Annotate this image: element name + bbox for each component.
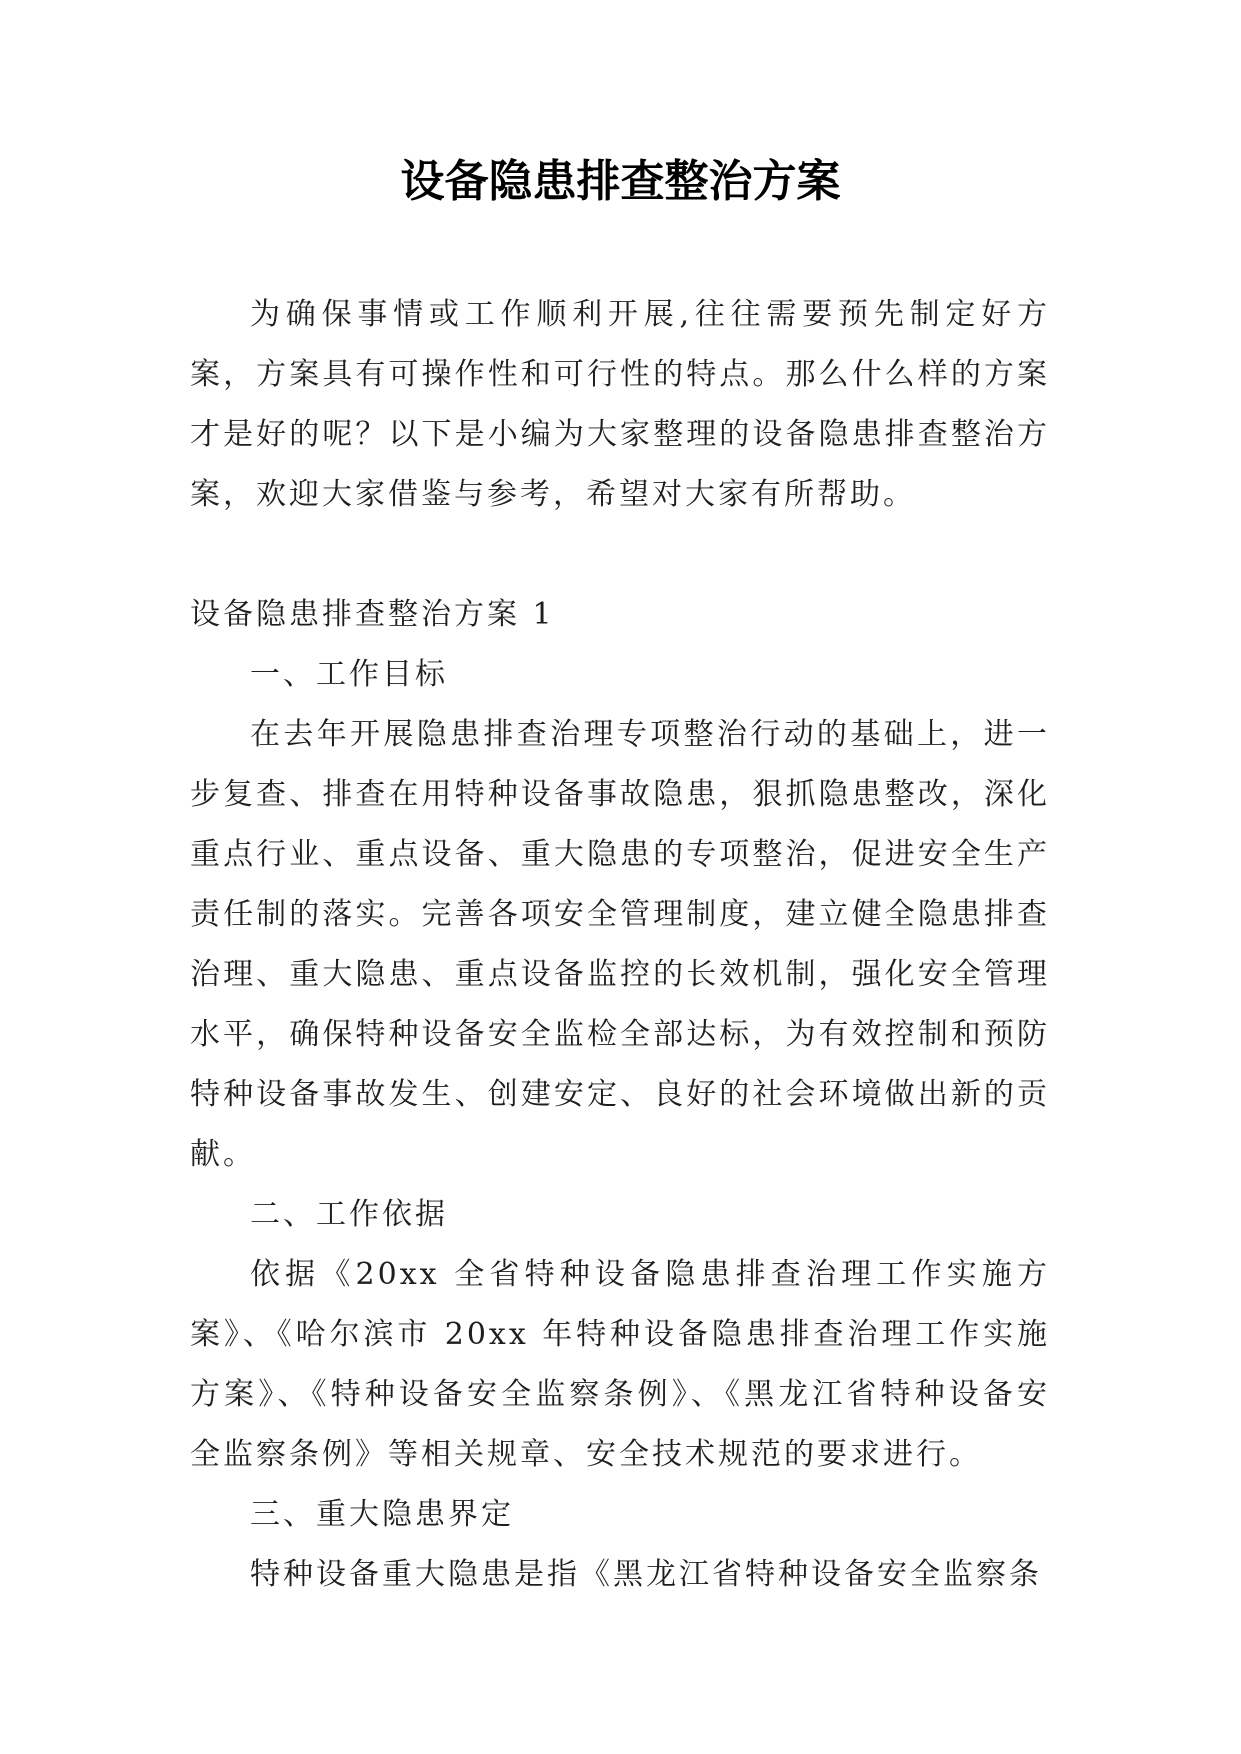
paragraph-work-basis: 依据《20xx 全省特种设备隐患排查治理工作实施方案》、《哈尔滨市 20xx 年特种设备隐患排查治理工作实施方案》、《特种设备安全监察条例》、《黑龙江省特种设备安全监察条例》等相关规章、安全技术规范的要求进行。	[190, 1257, 1050, 1472]
heading-major-hazard-definition: 三、重大隐患界定	[250, 1497, 514, 1532]
section-title: 设备隐患排查整治方案 1	[190, 597, 555, 632]
paragraph-work-goal: 在去年开展隐患排查治理专项整治行动的基础上，进一步复查、排查在用特种设备事故隐患，狠抓隐患整改，深化重点行业、重点设备、重大隐患的专项整治，促进安全生产责任制的落实。完善各项安全管理制度，建立健全隐患排查治理、重大隐患、重点设备监控的长效机制，强化安全管理水平，确保特种设备安全监检全部达标，为有效控制和预防特种设备事故发生、创建安定、良好的社会环境做出新的贡献。	[190, 717, 1050, 1172]
paragraph-major-hazard-definition: 特种设备重大隐患是指《黑龙江省特种设备安全监察条	[250, 1557, 1042, 1592]
heading-work-basis: 二、工作依据	[250, 1197, 448, 1232]
heading-work-goal: 一、工作目标	[250, 657, 448, 692]
document-title: 设备隐患排查整治方案	[400, 156, 841, 207]
paragraph-spacer	[190, 525, 1050, 585]
intro-paragraph: 为确保事情或工作顺利开展,往往需要预先制定好方案，方案具有可操作性和可行性的特点。那么什么样的方案才是好的呢？以下是小编为大家整理的设备隐患排查整治方案，欢迎大家借鉴与参考，希望对大家有所帮助。	[190, 297, 1050, 512]
document-body	[190, 285, 1050, 1605]
